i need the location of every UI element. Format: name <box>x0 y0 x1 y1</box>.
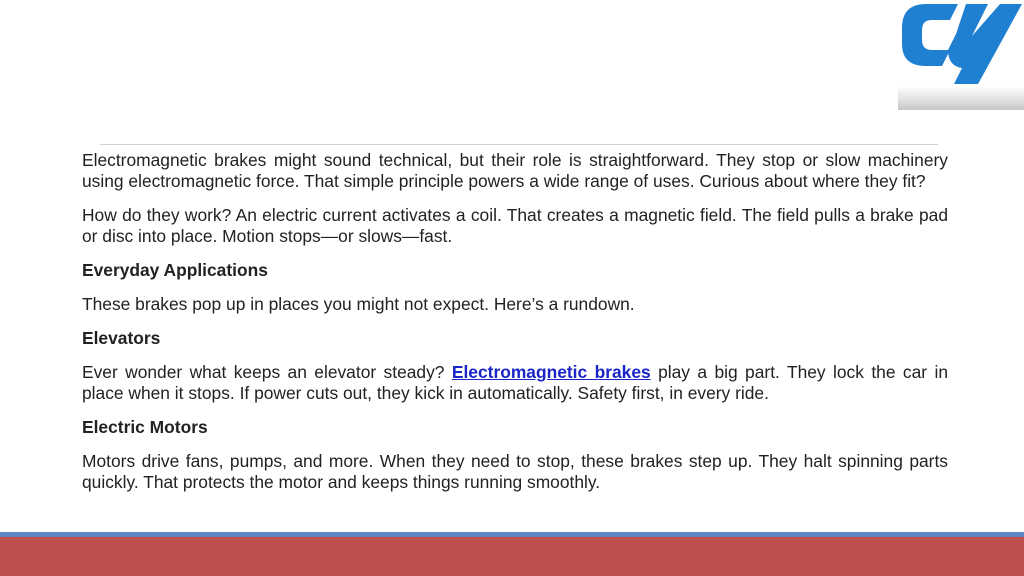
header-divider <box>100 144 938 145</box>
elevators-text-before: Ever wonder what keeps an elevator steady? <box>82 362 452 382</box>
rundown-paragraph: These brakes pop up in places you might not expect. Here’s a rundown. <box>82 294 635 314</box>
elevators-heading: Elevators <box>82 328 161 348</box>
elevators-text-after: play a big part. They lock the car in place when it stops. If power cuts out, they kick in automatically. Safety first, in every ride. <box>82 362 949 403</box>
everyday-applications-heading: Everyday Applications <box>82 260 268 280</box>
electromagnetic-brakes-link[interactable]: Electromagnetic brakes <box>451 362 651 382</box>
cy-logo-icon <box>896 0 1024 112</box>
footer-band <box>0 537 1024 576</box>
electric-motors-heading: Electric Motors <box>82 417 208 437</box>
intro-paragraph: Electromagnetic brakes might sound technical, but their role is straightforward. They stop or slow machinery using electromagnetic force. That simple principle powers a wide range of uses. Curious about where they fit? <box>82 150 948 191</box>
electric-motors-paragraph: Motors drive fans, pumps, and more. When they need to stop, these brakes step up. They halt spinning parts quickly. That protects the motor and keeps things running smoothly. <box>82 451 948 492</box>
company-logo <box>896 0 1024 112</box>
how-it-works-paragraph: How do they work? An electric current activates a coil. That creates a magnetic field. The field pulls a brake pad or disc into place. Motion stops—or slows—fast. <box>82 205 948 246</box>
elevators-paragraph <box>82 362 948 404</box>
slide-body <box>82 150 948 506</box>
